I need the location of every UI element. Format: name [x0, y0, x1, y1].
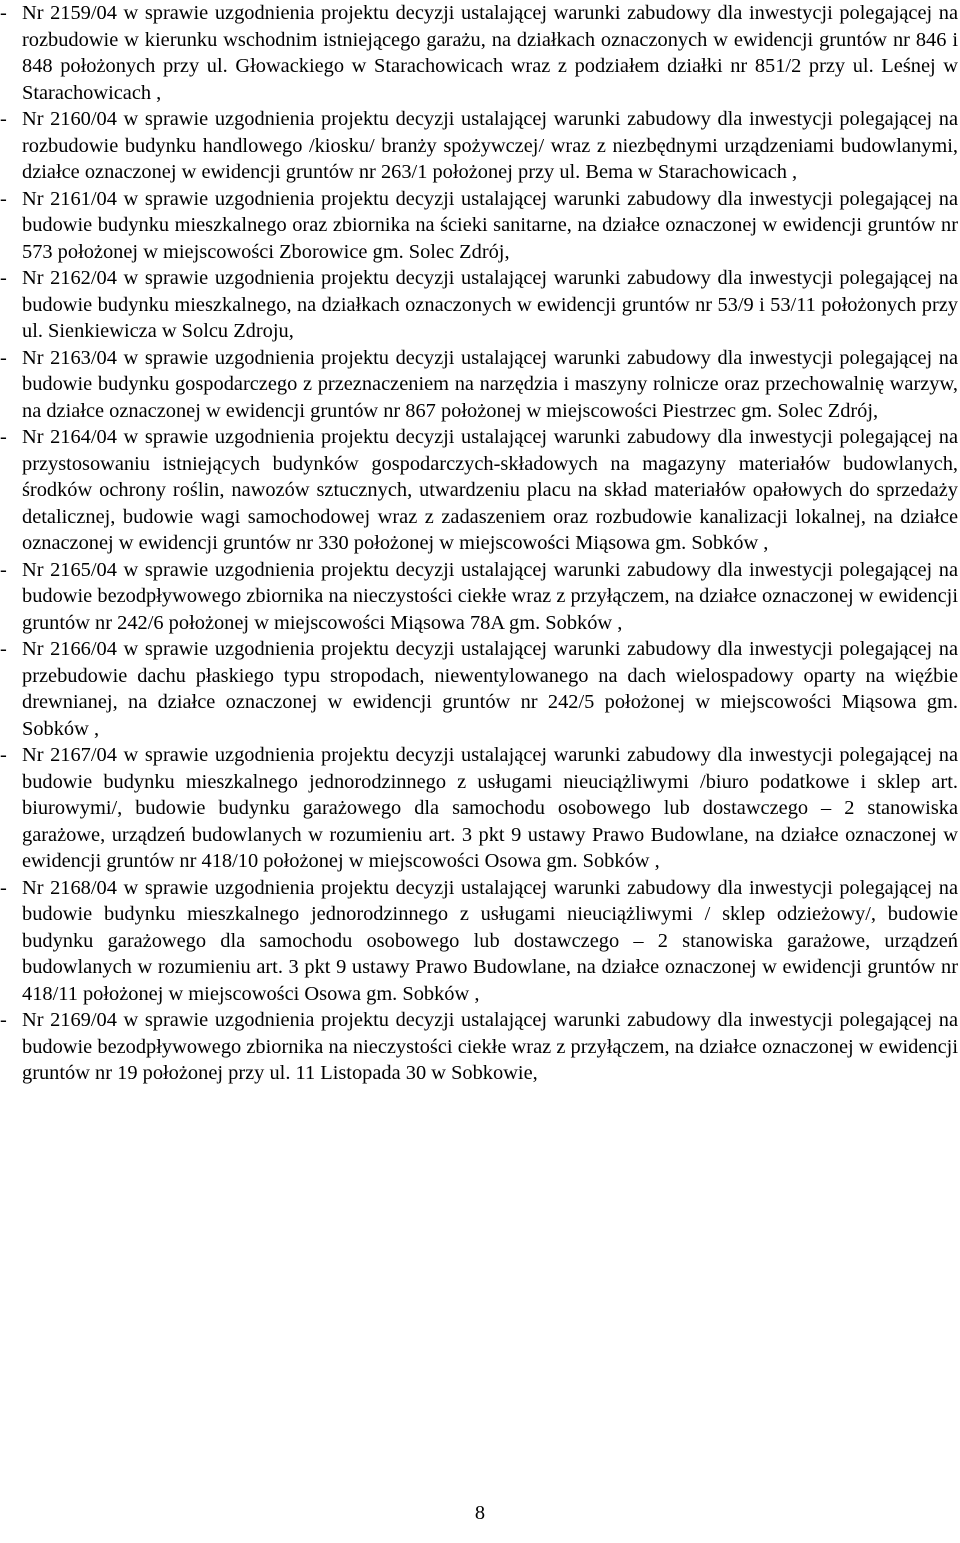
- entry-text: Nr 2167/04 w sprawie uzgodnienia projektu decyzji ustalającej warunki zabudowy dla inwestycji polegającej na budowie budynku mieszkalnego jednorodzinnego z usługami nieuciążliwymi /biuro podatkowe i sklep art. biurowymi/, budowie budynku garażowego dla samochodu osobowego lub dostawczego – 2 stanowiska garażowe, urządzeń budowlanych w rozumieniu art. 3 pkt 9 ustawy Prawo Budowlane, na działce oznaczonej w ewidencji gruntów nr 418/10 położonej w miejscowości Osowa gm. Sobków ,: [22, 744, 958, 872]
- list-marker: -: [0, 426, 7, 448]
- list-marker: -: [0, 638, 7, 660]
- list-item: [0, 1007, 958, 1087]
- entry-text: Nr 2168/04 w sprawie uzgodnienia projektu decyzji ustalającej warunki zabudowy dla inwestycji polegającej na budowie budynku mieszkalnego jednorodzinnego z usługami nieuciążliwymi / sklep odzieżowy/, budowie budynku garażowego dla samochodu osobowego lub dostawczego – 2 stanowiska garażowe, urządzeń budowlanych w rozumieniu art. 3 pkt 9 ustawy Prawo Budowlane, na działce oznaczonej w ewidencji gruntów nr 418/11 położonej w miejscowości Osowa gm. Sobków ,: [22, 876, 958, 1005]
- list-item: [0, 345, 958, 425]
- list-marker: -: [0, 267, 7, 289]
- entry-text: Nr 2163/04 w sprawie uzgodnienia projektu decyzji ustalającej warunki zabudowy dla inwestycji polegającej na budowie budynku gospodarczego z przeznaczeniem na narzędzia i maszyny rolnicze oraz przechowalnię warzyw, na działce oznaczonej w ewidencji gruntów nr 867 położonej w miejscowości Piestrzec gm. Solec Zdrój,: [22, 346, 958, 422]
- list-marker: -: [0, 346, 7, 369]
- list-marker: -: [0, 2, 7, 24]
- entry-text: Nr 2169/04 w sprawie uzgodnienia projektu decyzji ustalającej warunki zabudowy dla inwestycji polegającej na budowie bezodpływowego zbiornika na nieczystości ciekłe wraz z przyłączem, na działce oznaczonej w ewidencji gruntów nr 19 położonej przy ul. 11 Listopada 30 w Sobkowie,: [22, 1009, 958, 1084]
- entry-text: Nr 2165/04 w sprawie uzgodnienia projektu decyzji ustalającej warunki zabudowy dla inwestycji polegającej na budowie bezodpływowego zbiornika na nieczystości ciekłe wraz z przyłączem, na działce oznaczonej w ewidencji gruntów nr 242/6 położonej w miejscowości Miąsowa 78A gm. Sobków ,: [22, 558, 958, 634]
- list-marker: -: [0, 187, 7, 210]
- list-item: [0, 0, 958, 106]
- list-item: [0, 875, 958, 1008]
- page-number: 8: [474, 1502, 486, 1524]
- list-item: [0, 106, 958, 186]
- entry-text: Nr 2166/04 w sprawie uzgodnienia projektu decyzji ustalającej warunki zabudowy dla inwestycji polegającej na przebudowie dachu płaskiego typu stropodach, niewentylowanego na dach wielospadowy oparty na więźbie drewnianej, na działce oznaczonej w ewidencji gruntów nr 242/5 położonej w miejscowości Miąsowa gm. Sobków ,: [22, 638, 958, 740]
- list-item: [0, 186, 958, 266]
- list-marker: -: [0, 108, 7, 130]
- entry-text: Nr 2162/04 w sprawie uzgodnienia projektu decyzji ustalającej warunki zabudowy dla inwestycji polegającej na budowie budynku mieszkalnego, na działkach oznaczonych w ewidencji gruntów nr 53/9 i 53/11 położonych przy ul. Sienkiewicza w Solcu Zdroju,: [22, 267, 958, 342]
- list-marker: -: [0, 876, 7, 899]
- list-item: [0, 424, 958, 557]
- list-item: [0, 265, 958, 345]
- list-marker: -: [0, 558, 7, 581]
- list-item: [0, 636, 958, 742]
- entry-text: Nr 2160/04 w sprawie uzgodnienia projektu decyzji ustalającej warunki zabudowy dla inwestycji polegającej na rozbudowie budynku handlowego /kiosku/ branży spożywczej/ wraz z niezbędnymi urządzeniami budowlanymi, działce oznaczonej w ewidencji gruntów nr 263/1 położonej przy ul. Bema w Starachowicach ,: [22, 108, 958, 183]
- list-marker: -: [0, 1009, 7, 1031]
- entry-text: Nr 2159/04 w sprawie uzgodnienia projektu decyzji ustalającej warunki zabudowy dla inwestycji polegającej na rozbudowie w kierunku wschodnim istniejącego garażu, na działkach oznaczonych w ewidencji gruntów nr 846 i 848 położonych przy ul. Głowackiego w Starachowicach wraz z podziałem działki nr 851/2 przy ul. Leśnej w Starachowicach ,: [22, 2, 958, 104]
- entry-text: Nr 2164/04 w sprawie uzgodnienia projektu decyzji ustalającej warunki zabudowy dla inwestycji polegającej na przystosowaniu istniejących budynków gospodarczych-składowych na magazyny materiałów budowlanych, środków ochrony roślin, nawozów sztucznych, utwardzeniu placu na skład materiałów opałowych do sprzedaży detalicznej, budowie wagi samochodowej wraz z zadaszeniem oraz rozbudowie kanalizacji lokalnej, na działce oznaczonej w ewidencji gruntów nr 330 położonej w miejscowości Miąsowa gm. Sobków ,: [22, 426, 958, 554]
- list-marker: -: [0, 744, 7, 766]
- list-item: [0, 557, 958, 637]
- entry-text: Nr 2161/04 w sprawie uzgodnienia projektu decyzji ustalającej warunki zabudowy dla inwestycji polegającej na budowie budynku mieszkalnego oraz zbiornika na ścieki sanitarne, na działce oznaczonej w ewidencji gruntów nr 573 położonej w miejscowości Zborowice gm. Solec Zdrój,: [22, 187, 958, 263]
- list-item: [0, 742, 958, 875]
